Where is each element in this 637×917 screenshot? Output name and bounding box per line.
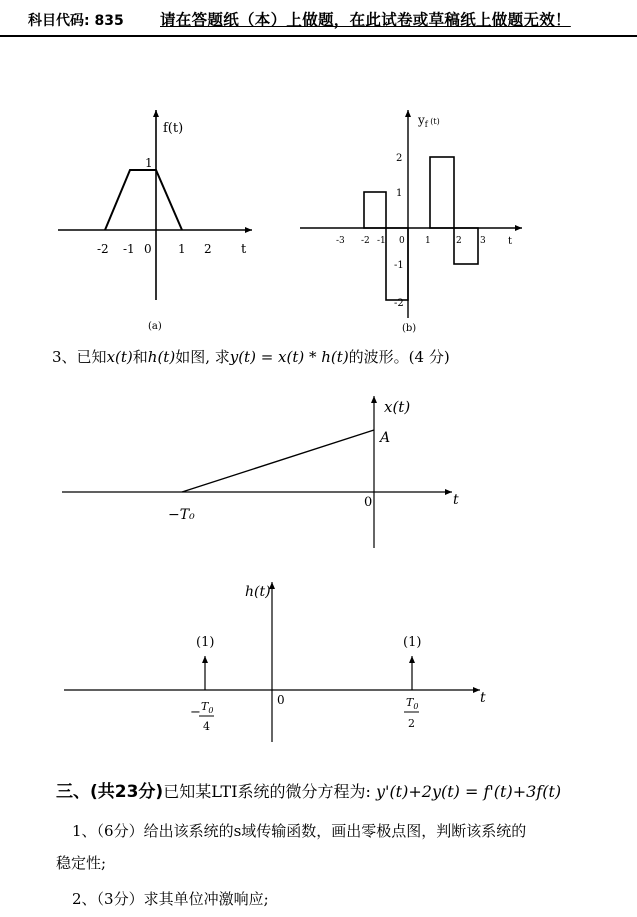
fig-b-bar	[430, 157, 454, 228]
question-3	[52, 346, 450, 367]
q3-text-a: 已知	[76, 348, 107, 366]
section-3-title: 三、(共23分)	[56, 782, 164, 802]
fig-h-weight-1: (1)	[196, 635, 215, 650]
fig-a-tick: 0	[144, 242, 152, 256]
exam-notice: 请在答题纸（本）上做题，在此试卷或草稿纸上做题无效！	[160, 11, 571, 29]
fig-x-origin-label: 0	[364, 495, 373, 510]
fig-h-origin-label: 0	[277, 693, 285, 707]
fig-x-y-label: x(t)	[384, 398, 411, 416]
svg-text:−: −	[190, 705, 201, 720]
fig-b-bar	[454, 228, 478, 264]
fig-b-caption: (b)	[402, 323, 417, 334]
q3-x-t: x(t)	[106, 348, 133, 366]
fig-h-pos2-label	[404, 696, 419, 730]
fig-x-x-label: t	[453, 492, 459, 508]
fig-b-y-tick: 2	[396, 153, 403, 164]
fig-h-y-label: h(t)	[245, 584, 271, 600]
fig-a-tick: -1	[123, 242, 135, 256]
fig-a-x-label: t	[241, 242, 247, 257]
svg-text:T0: $T_0$	[201, 700, 214, 715]
fig-x-start-label: −T₀	[168, 507, 195, 523]
fig-b-bar	[364, 192, 386, 228]
section-3-text: 已知某LTI系统的微分方程为:	[163, 782, 376, 801]
fig-h-weight-2: (1)	[403, 635, 422, 650]
fig-b-x-tick: 3	[480, 236, 486, 246]
q3-text-c: 如图, 求	[175, 348, 230, 366]
sub-question-2: 2、（3分）求其单位冲激响应;	[72, 890, 269, 908]
fig-b-y-label: $y_f$ $^{(t)}$	[418, 113, 440, 129]
fig-a-tick: 2	[204, 242, 212, 256]
fig-b-x-tick: 2	[456, 236, 462, 246]
section-3	[56, 777, 561, 802]
section-3-equation: y'(t)+2y(t) = f'(t)+3f(t)	[376, 782, 562, 801]
figure-b	[300, 110, 522, 334]
fig-b-x-tick: 1	[425, 236, 431, 246]
fig-x-amplitude-label: A	[380, 430, 391, 446]
sub-question-1: 1、（6分）给出该系统的s域传输函数，画出零极点图，判断该系统的	[72, 822, 527, 840]
fig-b-x-tick: -3	[336, 236, 345, 246]
q3-number: 3、	[52, 348, 77, 366]
fig-a-peak-label: 1	[145, 156, 153, 170]
fig-a-y-label: f(t)	[163, 121, 184, 136]
subject-code: 科目代码: 835	[28, 13, 124, 29]
fig-h-x-label: t	[480, 690, 486, 706]
fig-b-x-tick: -2	[361, 236, 370, 246]
q3-text-b: 和	[132, 348, 148, 366]
q3-h-t: h(t)	[147, 348, 176, 366]
svg-text:4: 4	[203, 720, 210, 733]
figure-x	[62, 396, 459, 548]
fig-a-trapezoid	[105, 170, 182, 230]
fig-b-x-label: t	[508, 236, 513, 247]
fig-b-x-tick: 0	[399, 236, 405, 246]
q3-text-d: 的波形。(4 分)	[348, 348, 450, 366]
fig-b-y-tick: -1	[394, 260, 404, 271]
sub-question-1-cont: 稳定性;	[56, 854, 107, 872]
q3-formula: y(t) = x(t) * h(t)	[229, 348, 349, 366]
svg-text:T0: $T_0$	[406, 696, 419, 711]
fig-b-y-tick: 1	[396, 188, 403, 199]
figure-h	[64, 582, 486, 742]
svg-text:2: 2	[408, 717, 415, 730]
fig-a-tick: -2	[97, 242, 109, 256]
fig-x-ramp	[182, 430, 374, 492]
figure-a	[58, 110, 252, 332]
fig-a-tick: 1	[178, 242, 186, 256]
fig-b-y-tick: -2	[394, 298, 404, 309]
fig-h-pos1-label	[190, 700, 214, 733]
fig-b-x-tick: -1	[377, 236, 386, 246]
fig-a-caption: (a)	[148, 321, 162, 332]
